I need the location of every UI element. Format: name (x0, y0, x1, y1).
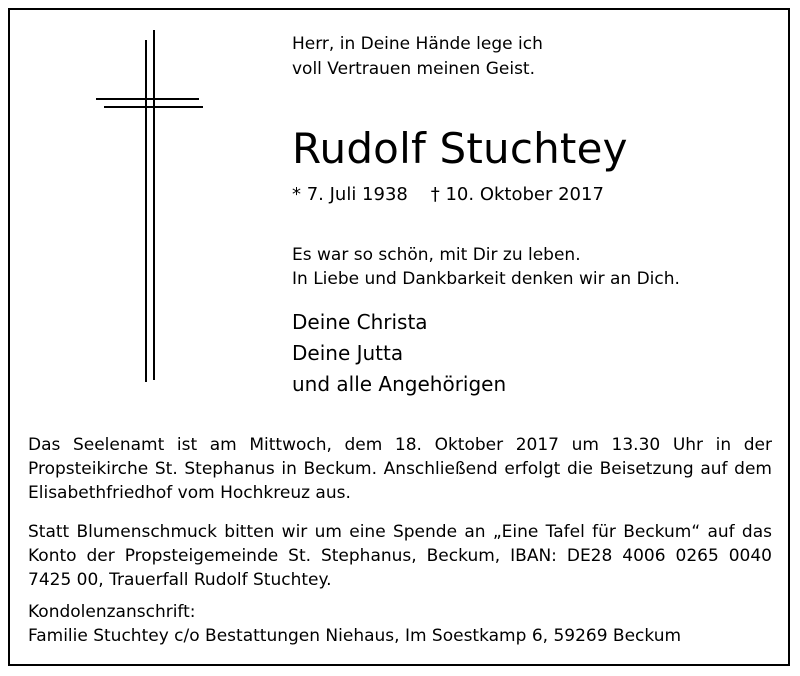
verse-line-2: voll Vertrauen meinen Geist. (292, 59, 535, 79)
condolence-label: Kondolenzanschrift: (28, 602, 196, 622)
mourner-line: Deine Jutta (292, 341, 404, 365)
farewell-line-1: Es war so schön, mit Dir zu leben. (292, 245, 581, 265)
mourner-line: Deine Christa (292, 310, 428, 334)
verse-line-1: Herr, in Deine Hände lege ich (292, 34, 543, 54)
service-paragraph: Das Seelenamt ist am Mittwoch, dem 18. Oktober 2017 um 13.30 Uhr in der Propsteikirche St. Stephanus in Beckum. Anschließend erfolgt die Beisetzung auf dem Elisabethfriedhof vom Hochkreuz aus. (28, 435, 772, 503)
condolence-address: Familie Stuchtey c/o Bestattungen Niehaus, Im Soestkamp 6, 59269 Beckum (28, 626, 682, 646)
farewell-line-2: In Liebe und Dankbarkeit denken wir an Dich. (292, 269, 680, 289)
life-dates: * 7. Juli 1938 † 10. Oktober 2017 (292, 184, 604, 205)
deceased-name: Rudolf Stuchtey (292, 124, 628, 173)
mourner-line: und alle Angehörigen (292, 372, 507, 396)
donation-paragraph: Statt Blumenschmuck bitten wir um eine Spende an „Eine Tafel für Beckum“ auf das Konto der Propsteigemeinde St. Stephanus, Beckum, IBAN: DE28 4006 0265 0040 7425 00, Trauerfall Rudolf Stuchtey. (28, 522, 772, 590)
